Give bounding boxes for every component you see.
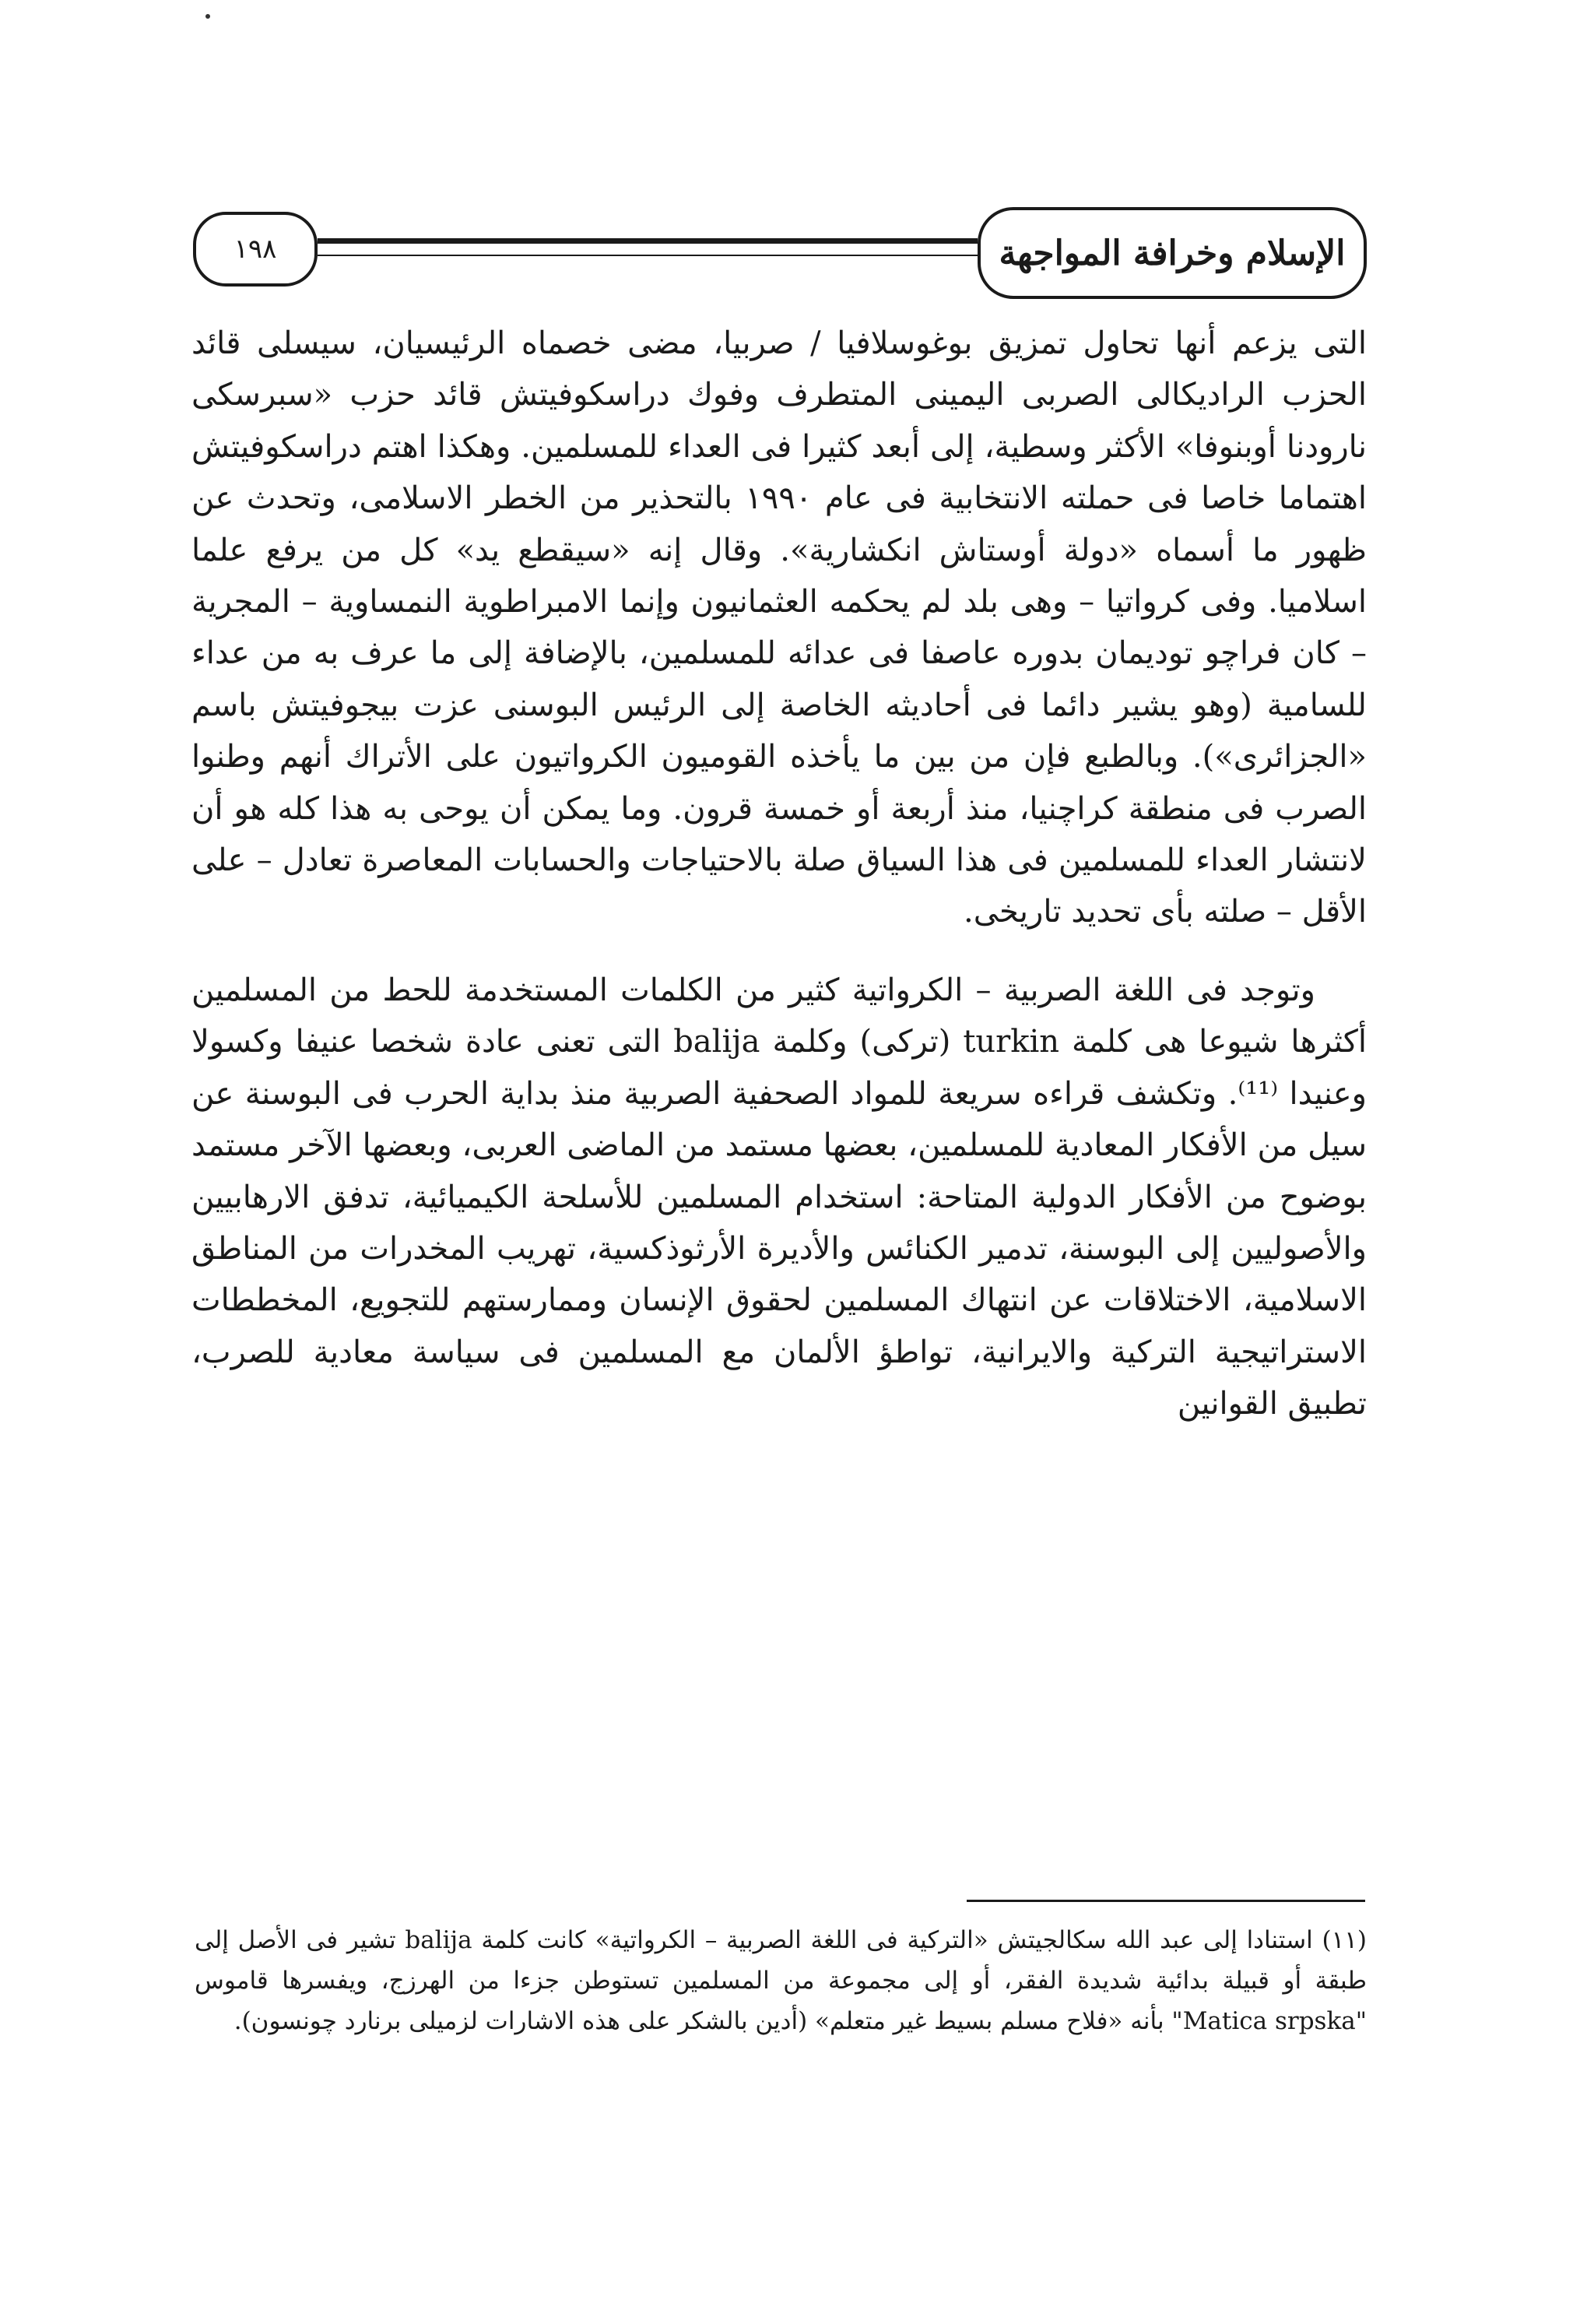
page-number: ١٩٨ — [193, 212, 318, 287]
paragraph-1: التى يزعم أنها تحاول تمزيق بوغوسلافيا / صربيا، مضى خصماه الرئيسيان، سيسلى قائد الحزب الراديكالى الصربى اليمينى المتطرف وفوك دراسكوفيتش قائد حزب «سبرسكى نارودنا أوبنوفا» الأكثر وسطية، إلى أبعد كثيرا فى العداء للمسلمين. وهكذا اهتم دراسكوفيتش اهتماما خاصا فى حملته الانتخابية فى عام ١٩٩٠ بالتحذير من الخطر الاسلامى، وتحدث عن ظهور ما أسماه «دولة أوستاش انكشارية». وقال إنه «سيقطع يد» كل من يرفع علما اسلاميا. وفى كرواتيا – وهى بلد لم يحكمه العثمانيون وإنما الامبراطوية النمساوية – المجرية – كان فراچو توديمان بدوره عاصفا فى عدائه للمسلمين، بالإضافة إلى ما عرف به من عداء للسامية (وهو يشير دائما فى أحاديثه الخاصة إلى الرئيس البوسنى عزت بيجوفيتش باسم «الجزائرى»). وبالطبع فإن من بين ما يأخذه القوميون الكرواتيون على الأتراك أنهم وطنوا الصرب فى منطقة كراچنيا، منذ أربعة أو خمسة قرون. وما يمكن أن يوحى به هذا كله هو أن لانتشار العداء للمسلمين فى هذا السياق صلة بالاحتياجات والحسابات المعاصرة تعادل – على الأقل – صلته بأى تحديد تاريخى. — [191, 325, 1368, 930]
page-header — [193, 207, 1367, 310]
footnote-11: (١١) استنادا إلى عبد الله سكالجيتش «التركية فى اللغة الصربية – الكرواتية» كانت كلمة balija تشير فى الأصل إلى طبقة أو قبيلة بدائية شديدة الفقر، أو إلى مجموعة من المسلمين تستوطن جزءا من الهرزج، ويفسرها قاموس "Matica srpska" بأنه «فلاح مسلم بسيط غير متعلم» (أدين بالشكر على هذه الاشارات لزميلى برنارد چونسون). — [195, 1926, 1367, 2035]
footnote — [195, 1920, 1367, 2041]
body-text — [191, 318, 1367, 1430]
footnote-rule — [967, 1900, 1365, 1902]
paragraph-2: وتوجد فى اللغة الصربية – الكرواتية كثير من الكلمات المستخدمة للحط من المسلمين أكثرها شيوعا هى كلمة turkin (تركى) وكلمة balija التى تعنى عادة شخصا عنيفا وكسولا وعنيدا ⁽¹¹⁾. وتكشف قراءه سريعة للمواد الصحفية الصربية منذ بداية الحرب فى البوسنة عن سيل من الأفكار المعادية للمسلمين، بعضها مستمد من الماضى العربى، وبعضها الآخر مستمد بوضوح من الأفكار الدولية المتاحة: استخدام المسلمين للأسلحة الكيميائية، تدفق الارهابيين والأصوليين إلى البوسنة، تدمير الكنائس والأديرة الأرثوذكسية، تهريب المخدرات من المناطق الاسلامية، الاختلاقات عن انتهاك المسلمين لحقوق الإنسان وممارستهم للتجويع، المخططات الاستراتيجية التركية والايرانية، تواطؤ الألمان مع المسلمين فى سياسة معادية للصرب، تطبيق القوانين — [191, 972, 1368, 1422]
scan-speck — [205, 14, 210, 19]
header-rule — [318, 238, 978, 256]
running-title: الإسلام وخرافة المواجهة — [978, 207, 1367, 299]
